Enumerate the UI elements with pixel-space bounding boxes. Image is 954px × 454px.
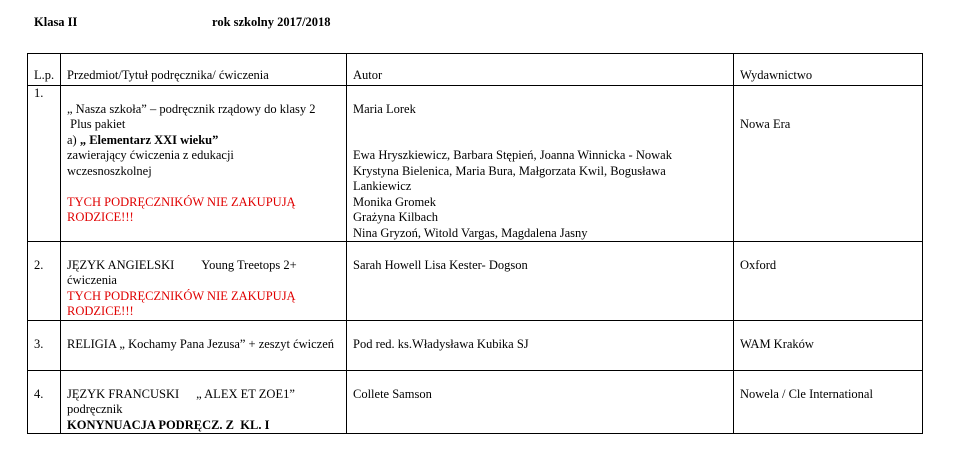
- subject-name: RELIGIA „ Kochamy Pana Jezusa” + zeszyt ćwiczeń: [67, 336, 335, 351]
- column-header-author: Autor: [347, 54, 734, 86]
- author-line: Maria Lorek: [353, 101, 416, 116]
- publisher: Nowela / Cle International: [740, 386, 873, 401]
- book-title: Young Treetops 2+: [201, 257, 297, 272]
- book-title: „ ALEX ET ZOE1”: [196, 386, 295, 401]
- table-row: [28, 371, 923, 434]
- author-line: Krystyna Bielenica, Maria Bura, Małgorzata Kwil, Bogusława Lankiewicz: [353, 163, 666, 193]
- publisher: WAM Kraków: [740, 336, 814, 351]
- table-row: [28, 242, 923, 321]
- subject-extra: podręcznik: [67, 402, 123, 416]
- row-number: 3.: [28, 321, 61, 371]
- book-title: „ Elementarz XXI wieku”: [79, 132, 219, 147]
- publisher-cell: [734, 371, 923, 434]
- subject-extra: ćwiczenia: [67, 273, 117, 287]
- row-number: 2.: [28, 242, 61, 321]
- author-line: Nina Gryzoń, Witold Vargas, Magdalena Jasny: [353, 225, 588, 240]
- subject-name: JĘZYK ANGIELSKI: [67, 257, 175, 272]
- row-number: 1.: [28, 86, 61, 242]
- author-line: Monika Gromek: [353, 194, 436, 209]
- subject-line: wczesnoszkolnej: [67, 163, 152, 178]
- author-line: Grażyna Kilbach: [353, 210, 439, 224]
- column-header-lp: L.p.: [28, 54, 61, 86]
- publisher-cell: [734, 242, 923, 321]
- publisher-cell: [734, 321, 923, 371]
- publisher: Nowa Era: [740, 117, 791, 131]
- continuation-note: KONYNUACJA PODRĘCZ. Z KL. I: [67, 417, 270, 432]
- table-row: [28, 321, 923, 371]
- author-cell: Collete Samson: [347, 371, 734, 434]
- subject-line: a): [67, 132, 80, 147]
- author-cell: [347, 86, 734, 242]
- subject-line: zawierający ćwiczenia z edukacji: [67, 148, 234, 162]
- column-header-publisher: Wydawnictwo: [734, 54, 923, 86]
- row-number: 4.: [28, 371, 61, 434]
- subject-line: „ Nasza szkoła” – podręcznik rządowy do klasy 2: [67, 101, 316, 116]
- purchase-notice: TYCH PODRĘCZNIKÓW NIE ZAKUPUJĄ RODZICE!!!: [67, 288, 296, 318]
- table-header-row: [28, 54, 923, 86]
- subject-name: JĘZYK FRANCUSKI: [67, 386, 180, 401]
- publisher: Oxford: [740, 257, 777, 272]
- author-line: Ewa Hryszkiewicz, Barbara Stępień, Joanna Winnicka - Nowak: [353, 148, 672, 162]
- author-cell: Pod red. ks.Władysława Kubika SJ: [347, 321, 734, 371]
- subject-cell: [61, 242, 347, 321]
- subject-cell: [61, 321, 347, 371]
- table-row: [28, 86, 923, 242]
- subject-line: Plus pakiet: [67, 117, 126, 131]
- column-header-subject: Przedmiot/Tytuł podręcznika/ ćwiczenia: [61, 54, 347, 86]
- author-cell: Sarah Howell Lisa Kester- Dogson: [347, 242, 734, 321]
- subject-cell: [61, 371, 347, 434]
- school-year: rok szkolny 2017/2018: [212, 15, 331, 29]
- class-label: Klasa II: [34, 15, 78, 29]
- publisher-cell: [734, 86, 923, 242]
- subject-cell: [61, 86, 347, 242]
- textbook-table: [27, 53, 923, 434]
- purchase-notice: TYCH PODRĘCZNIKÓW NIE ZAKUPUJĄ RODZICE!!!: [67, 194, 296, 224]
